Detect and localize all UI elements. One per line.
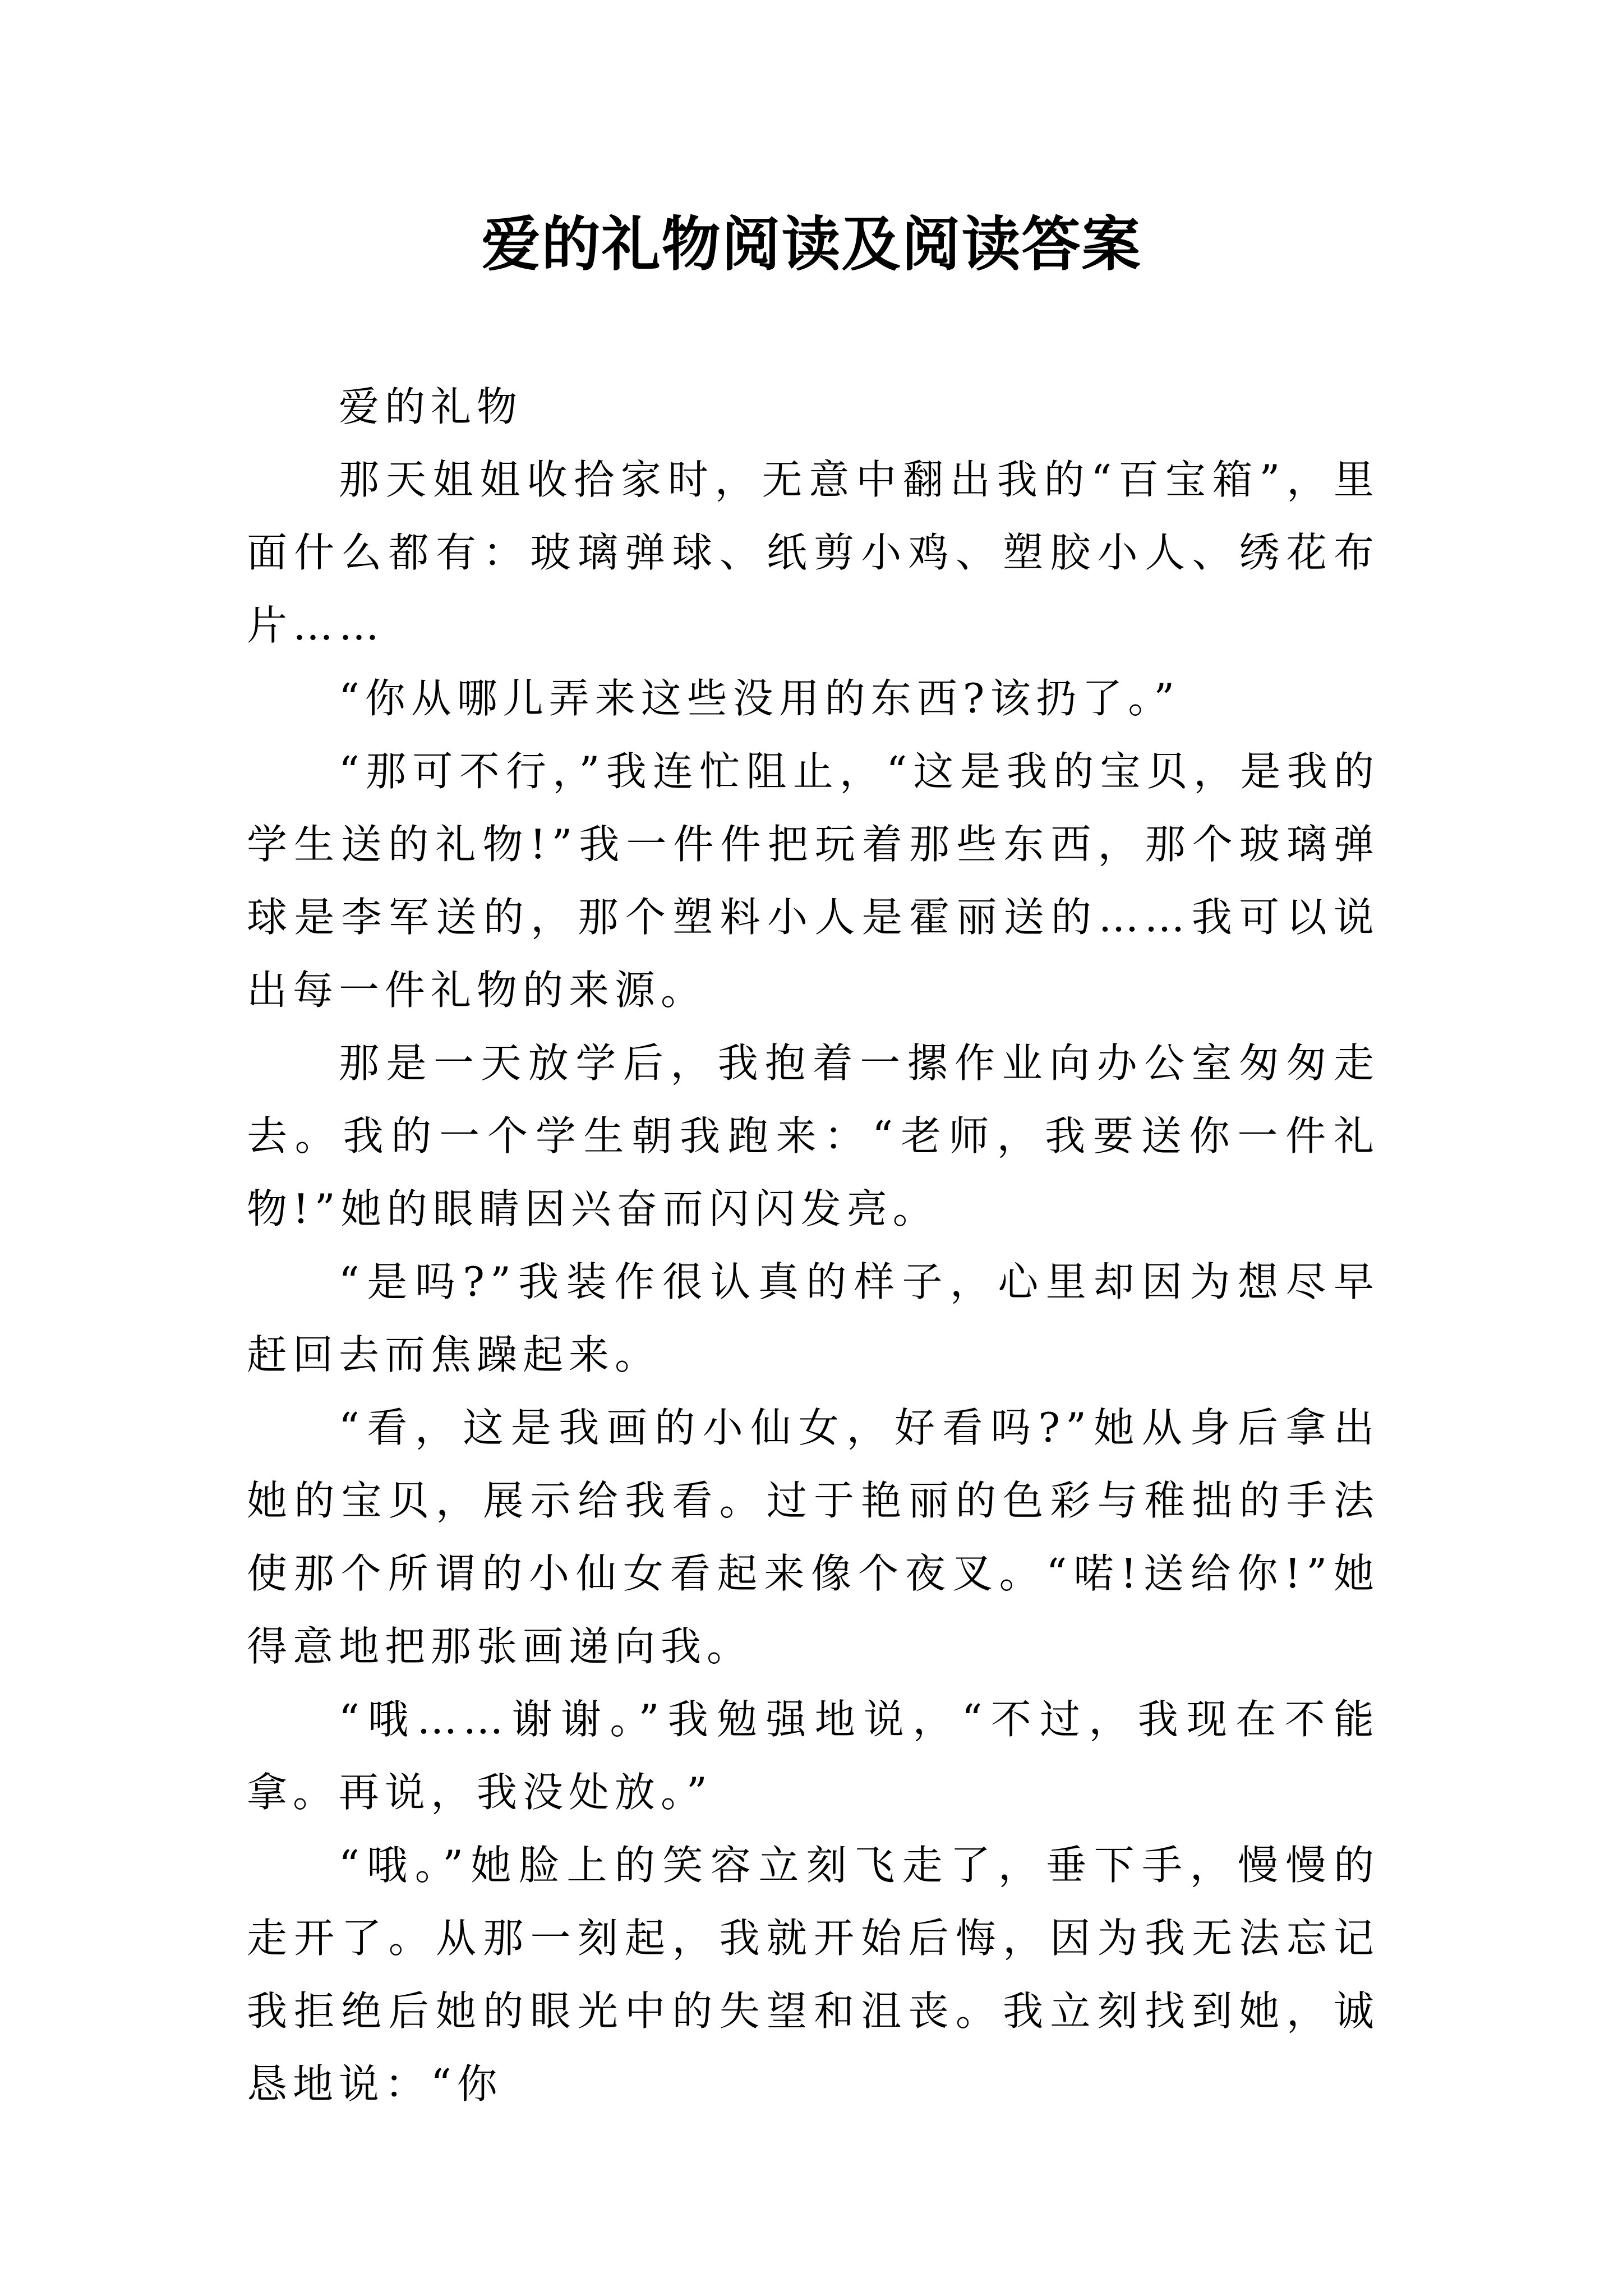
paragraph: 那天姐姐收拾家时，无意中翻出我的“百宝箱”，里面什么都有：玻璃弹球、纸剪小鸡、塑胶小人、绣花布片…… [247, 456, 1380, 649]
paragraph: “那可不行，”我连忙阻止，“这是我的宝贝，是我的学生送的礼物!”我一件件把玩着那些东西，那个玻璃弹球是李军送的，那个塑料小人是霍丽送的……我可以说出每一件礼物的来源。 [247, 748, 1380, 1014]
document-title: 爱的礼物阅读及阅读答案 [481, 209, 1142, 279]
paragraph: 那是一天放学后，我抱着一摞作业向办公室匆匆走去。我的一个学生朝我跑来：“老师，我要送你一件礼物!”她的眼睛因兴奋而闪闪发亮。 [247, 1039, 1380, 1232]
paragraph: “是吗?”我装作很认真的样子，心里却因为想尽早赶回去而焦躁起来。 [247, 1258, 1380, 1378]
paragraph-subtitle: 爱的礼物 [339, 383, 523, 430]
paragraph: “看，这是我画的小仙女，好看吗?”她从身后拿出她的宝贝，展示给我看。过于艳丽的色彩与稚拙的手法使那个所谓的小仙女看起来像个夜叉。“喏!送给你!”她得意地把那张画递向我。 [247, 1404, 1380, 1670]
paragraph: “你从哪儿弄来这些没用的东西?该扔了。” [339, 675, 1181, 722]
paragraph: “哦。”她脸上的笑容立刻飞走了，垂下手，慢慢的走开了。从那一刻起，我就开始后悔，因为我无法忘记我拒绝后她的眼光中的失望和沮丧。我立刻找到她，诚恳地说：“你 [247, 1842, 1380, 2108]
document-body [247, 370, 1380, 2120]
paragraph: “哦……谢谢。”我勉强地说，“不过，我现在不能拿。再说，我没处放。” [247, 1696, 1380, 1816]
